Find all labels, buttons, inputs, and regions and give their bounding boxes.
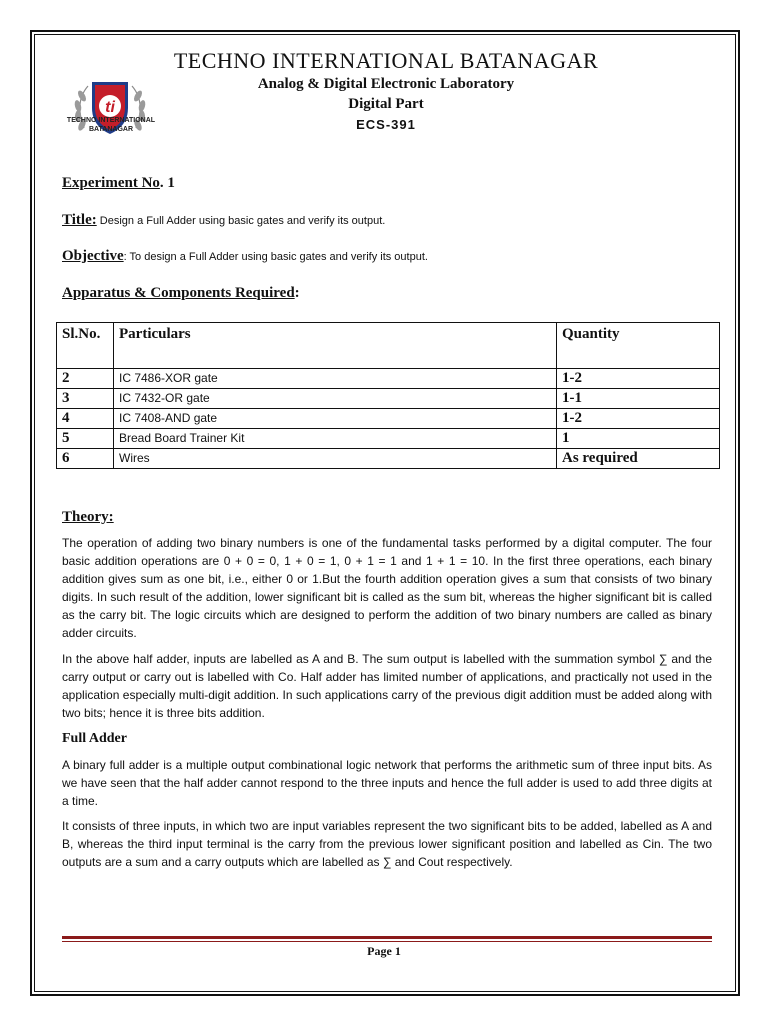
table-cell-slno: 4 [57,409,114,429]
footer-rule-thick [62,936,712,939]
table-cell-particulars: IC 7408-AND gate [114,409,557,429]
table-cell-particulars: IC 7432-OR gate [114,389,557,409]
table-header-row [57,323,720,369]
apparatus-heading-colon: : [294,285,300,301]
title-text: Design a Full Adder using basic gates and verify its output. [96,215,386,227]
title-label: Title: [62,212,97,228]
svg-text:ti: ti [105,99,115,116]
table-cell-quantity: 1-1 [557,389,720,409]
table-cell-quantity: 1-2 [557,369,720,389]
table-cell-particulars: IC 7486-XOR gate [114,369,557,389]
table-row [57,409,720,429]
objective-text: : To design a Full Adder using basic gates and verify its output. [123,251,428,263]
theory-heading-text: Theory: [62,509,114,525]
apparatus-heading-text: Apparatus & Components Required [62,285,295,301]
table-cell-slno: 2 [57,369,114,389]
experiment-heading [62,175,175,192]
table-header-cell: Quantity [557,323,720,369]
apparatus-heading [62,285,300,302]
lab-name: Analog & Digital Electronic Laboratory [257,76,515,92]
full-adder-heading: Full Adder [62,731,127,746]
table-row [57,369,720,389]
table-row [57,449,720,469]
institution-name: TECHNO INTERNATIONAL BATANAGAR [173,48,599,73]
page-number: Page 1 [367,944,401,958]
table-row [57,429,720,449]
table-cell-quantity: 1-2 [557,409,720,429]
document-header [56,46,716,146]
logo-text-line1: TECHNO INTERNATIONAL [66,117,156,124]
experiment-label: Experiment No [62,175,160,191]
theory-paragraph-4: It consists of three inputs, in which two are input variables represent the two significant bits to be added, labelled as A and B, whereas the third input terminal is the carry from the previous lower significant position and labelled as Cin. The two outputs are a sum and a carry outputs which are labelled as ∑ and Cout respectively. [62,819,712,869]
theory-paragraph-1: The operation of adding two binary numbers is one of the fundamental tasks performed by a digital computer. The four basic addition operations are 0 + 0 = 0, 1 + 0 = 1, 0 + 1 = 1 and 1 + 1 = 10. In the first three operations, each binary addition gives sum as one bit, i.e., either 0 or 1.But the fourth addition operation gives a sum that consists of two binary digits. In such result of the addition, lower significant bit is called as the sum bit, whereas the higher significant bit is called as the carry bit. The logic circuits which are designed to perform the addition of two binary numbers are called as binary adder circuits. [62,536,712,640]
table-header-cell: Sl.No. [57,323,114,369]
table-cell-particulars: Wires [114,449,557,469]
experiment-number: . 1 [159,175,175,191]
theory-paragraph-2: In the above half adder, inputs are labelled as A and B. The sum output is labelled with the summation symbol ∑ and the carry output or carry out is labelled with Co. Half adder has limited number of applications, and practically not used in the application especially multi-digit addition. In such applications carry of the previous digit addition must be added along with two bits; hence it is three bits addition. [62,652,712,720]
table-row [57,389,720,409]
part-name: Digital Part [348,96,424,112]
objective-label: Objective [62,248,124,264]
table-header-cell: Particulars [114,323,557,369]
objective-line [62,248,428,265]
title-line [62,212,385,229]
course-code: ECS-391 [356,117,416,132]
table-cell-slno: 6 [57,449,114,469]
theory-heading [62,509,114,526]
table-cell-slno: 3 [57,389,114,409]
table-cell-particulars: Bread Board Trainer Kit [114,429,557,449]
footer-rule-thin [62,941,712,942]
table-cell-quantity: As required [557,449,720,469]
components-table [56,322,720,469]
table-cell-quantity: 1 [557,429,720,449]
theory-paragraph-3: A binary full adder is a multiple output combinational logic network that performs the arithmetic sum of three input bits. As we have seen that the half adder cannot respond to the three inputs and hence the full adder is used to add three digits at a time. [62,758,712,808]
logo-text-line2: BATANAGAR [88,126,134,133]
table-cell-slno: 5 [57,429,114,449]
